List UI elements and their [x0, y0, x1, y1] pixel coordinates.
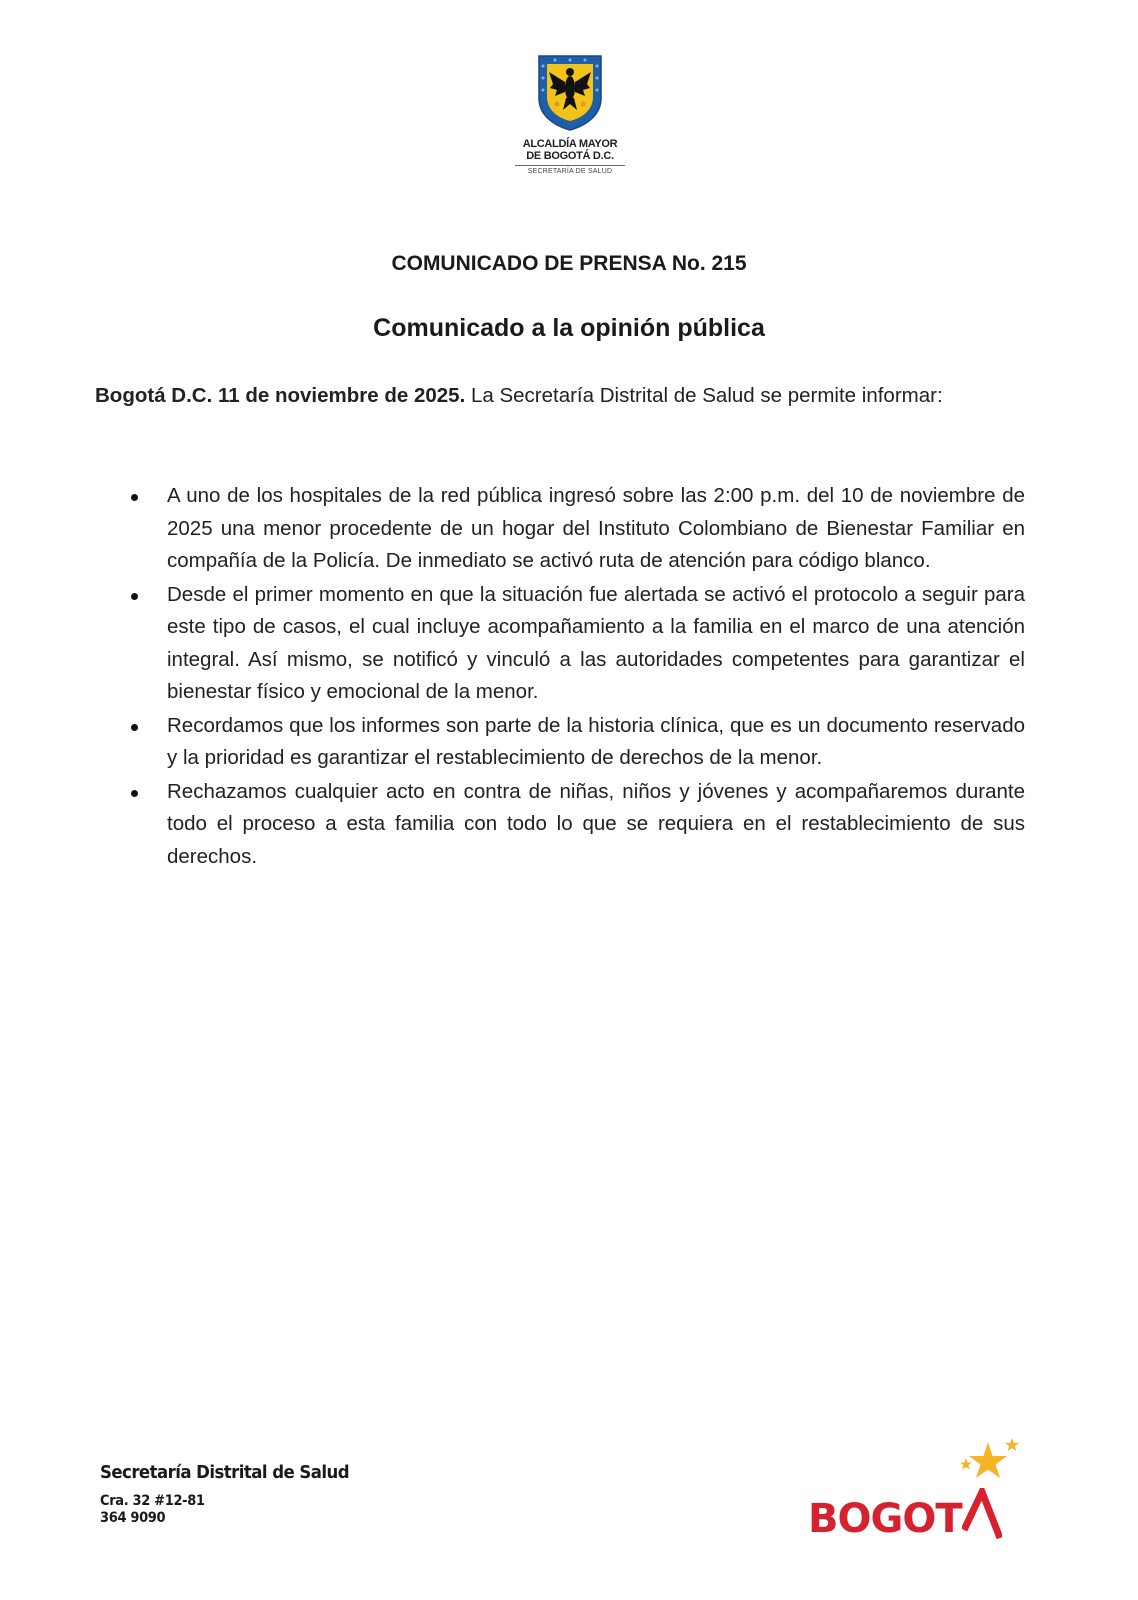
stylized-a-icon	[962, 1488, 1002, 1542]
statement-list	[95, 480, 1025, 874]
intro-date-place: Bogotá D.C. 11 de noviembre de 2025.	[95, 384, 466, 407]
list-item	[95, 480, 1025, 578]
logo-secretaria-line: SECRETARÍA DE SALUD	[527, 168, 613, 175]
logo-bogota-line: DE BOGOTÁ D.C.	[526, 150, 614, 162]
document-title: Comunicado a la opinión pública	[373, 314, 765, 342]
press-release-number: COMUNICADO DE PRENSA No. 215	[391, 252, 747, 275]
footer-contact	[100, 1462, 371, 1527]
bogota-brand-logo	[806, 1436, 1036, 1556]
bogota-wordmark: BOGOT	[808, 1488, 1002, 1542]
list-item	[95, 710, 1025, 775]
list-item	[95, 579, 1025, 709]
stars-icon	[806, 1436, 1036, 1496]
footer-phone: 364 9090	[100, 1510, 166, 1526]
footer-address: Cra. 32 #12-81	[100, 1493, 205, 1509]
logo-alcaldia-line: ALCALDÍA MAYOR	[522, 138, 618, 150]
list-item-text: Rechazamos cualquier acto en contra de niñas, niños y jóvenes y acompañaremos durante todo el proceso a esta familia con todo lo que se requiera en el restablecimiento de sus derechos.	[167, 779, 1025, 868]
bogota-coat-of-arms-icon	[535, 52, 605, 132]
footer-org-name: Secretaría Distrital de Salud	[100, 1462, 350, 1483]
alcaldia-logo	[500, 52, 640, 175]
bullet-icon	[131, 593, 138, 600]
bullet-icon	[131, 494, 138, 501]
list-item-text: Desde el primer momento en que la situación fue alertada se activó el protocolo a seguir para este tipo de casos, el cual incluye acompañamiento a la familia en el marco de una atención integral. Así mismo, se notificó y vinculó a las autoridades competentes para garantizar el bienestar físico y emocional de la menor.	[167, 582, 1025, 703]
list-item-text: Recordamos que los informes son parte de la historia clínica, que es un documento reservado y la prioridad es garantizar el restablecimiento de derechos de la menor.	[167, 713, 1025, 769]
bullet-icon	[131, 790, 138, 797]
list-item-text: A uno de los hospitales de la red pública ingresó sobre las 2:00 p.m. del 10 de noviembre de 2025 una menor procedente de un hogar del Instituto Colombiano de Bienestar Familiar en compañía de la Policía. De inmediato se activó ruta de atención para código blanco.	[167, 484, 1025, 572]
intro-paragraph	[95, 380, 1025, 412]
logo-divider	[515, 165, 625, 166]
intro-text: La Secretaría Distrital de Salud se permite informar:	[465, 384, 943, 407]
list-item	[95, 776, 1025, 874]
bullet-icon	[131, 724, 138, 731]
